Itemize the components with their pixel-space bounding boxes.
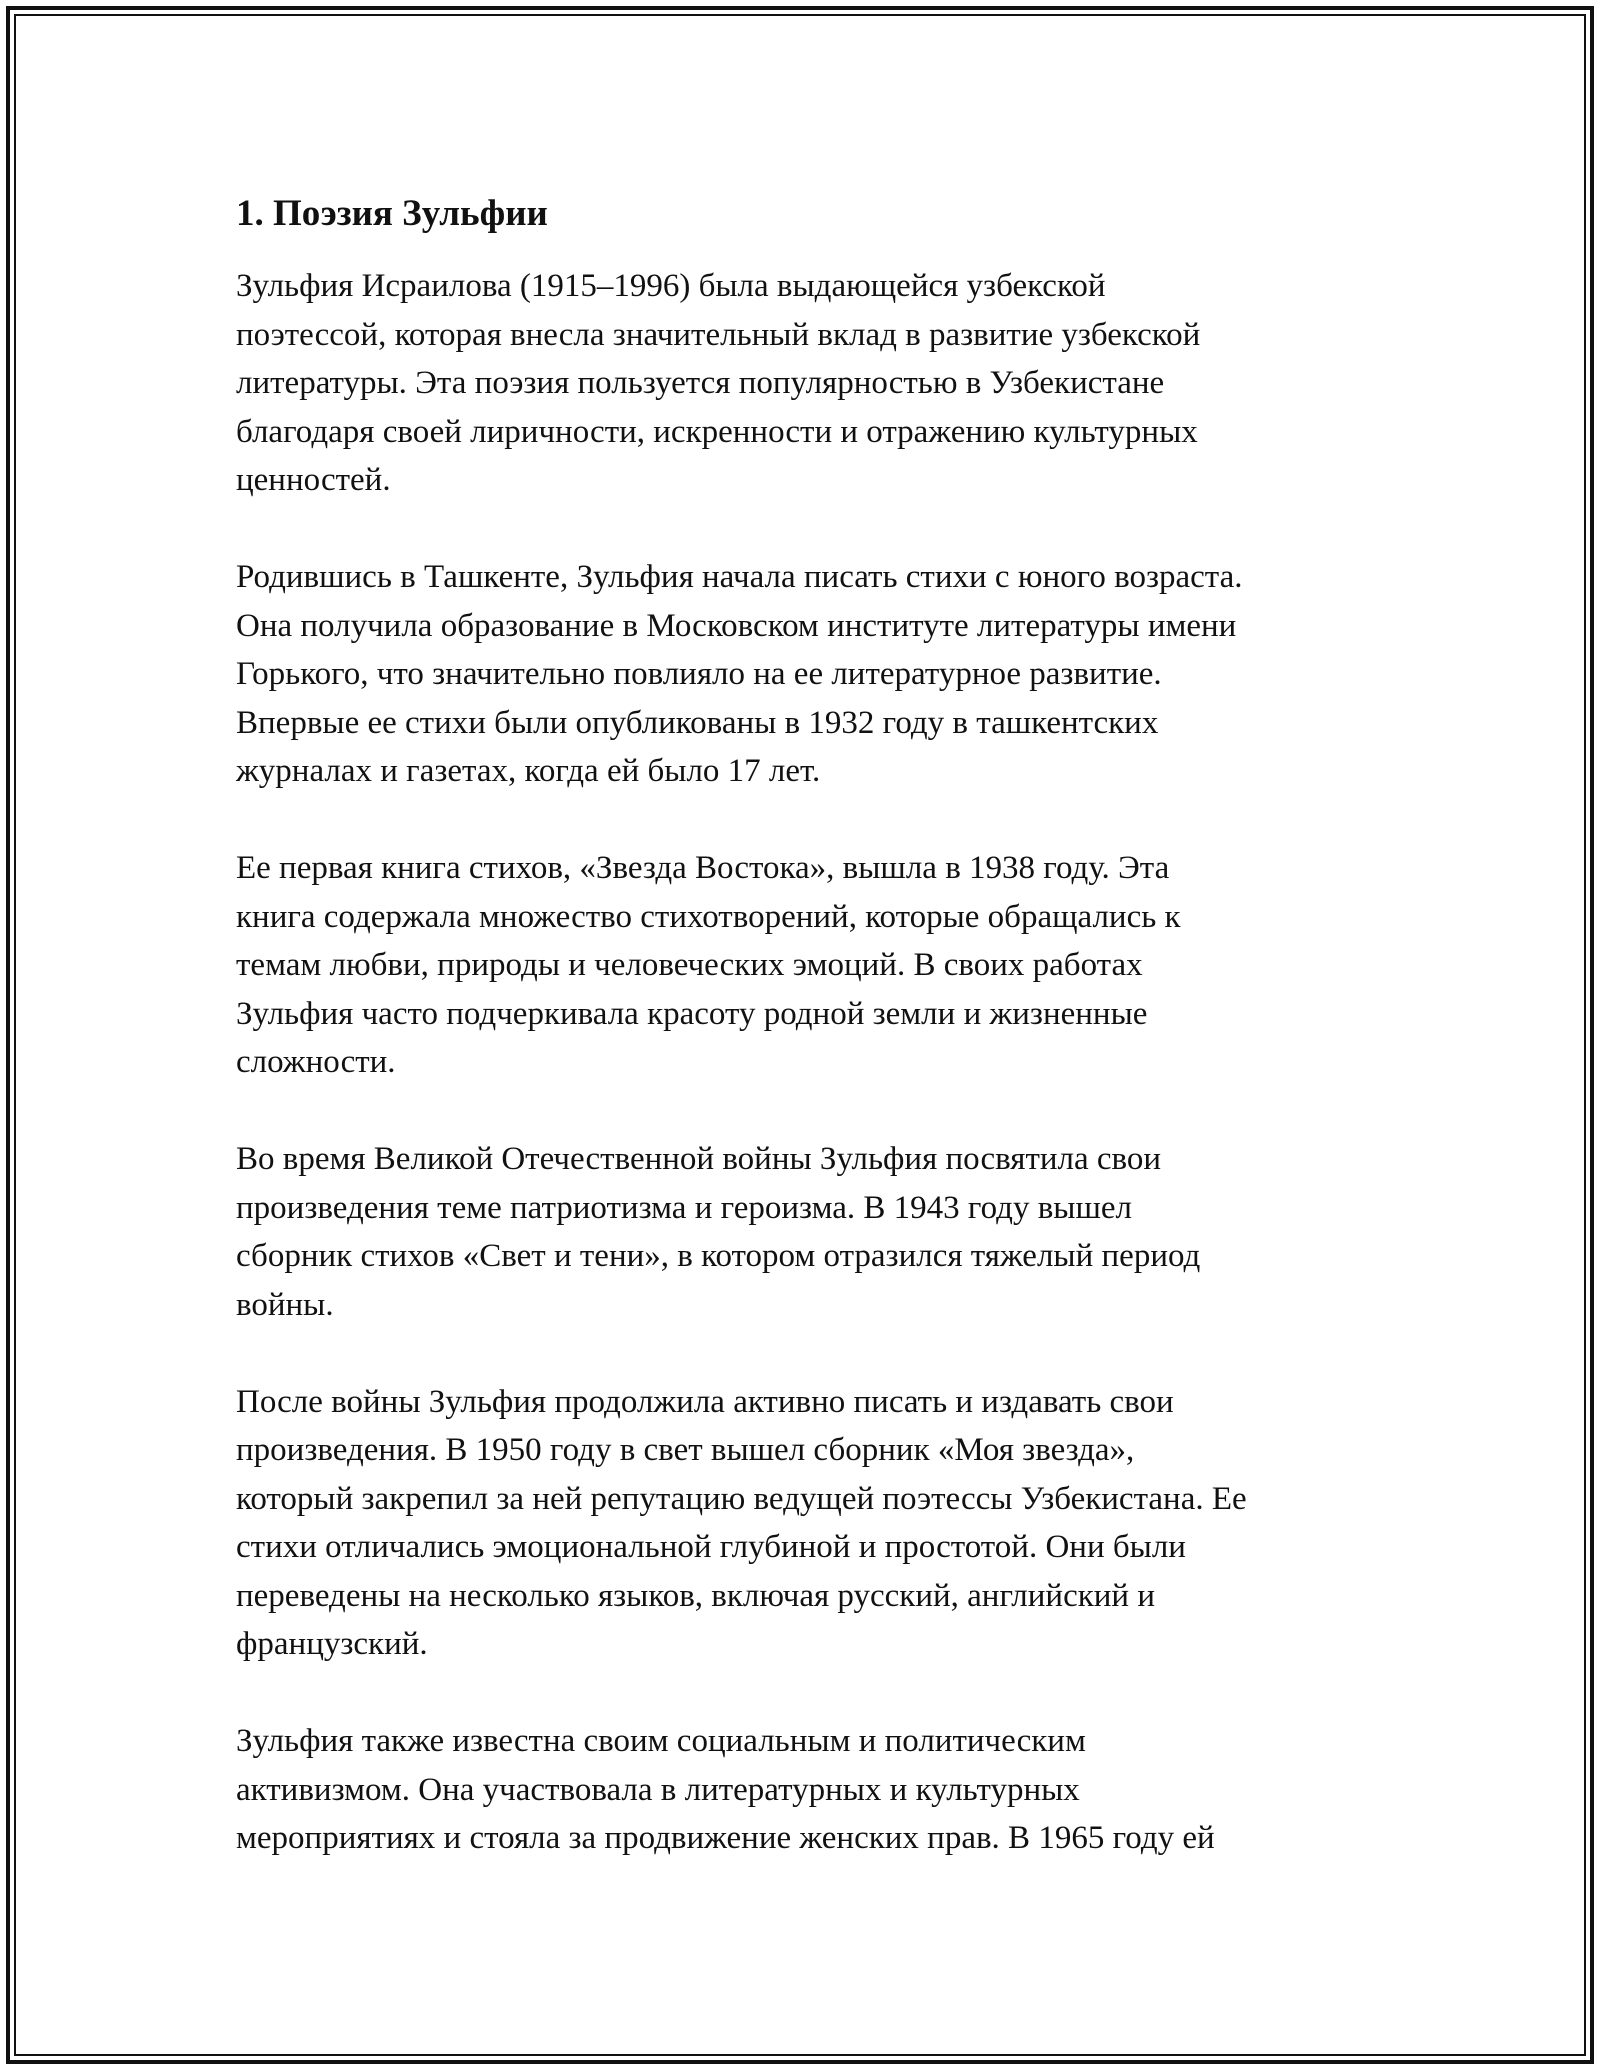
document-body bbox=[236, 186, 1386, 1911]
paragraph-intro: Зульфия Исраилова (1915–1996) была выдающейся узбекской поэтессой, которая внесла значительный вклад в развитие узбекской литературы. Эта поэзия пользуется популярностью в Узбекистане благодаря своей лиричности, искренности и отражению культурных ценностей. bbox=[236, 268, 1201, 498]
section-heading: 1. Поэзия Зульфии bbox=[236, 193, 548, 234]
paragraph-first-book: Ее первая книга стихов, «Звезда Востока», вышла в 1938 году. Эта книга содержала множество стихотворений, которые обращались к темам любви, природы и человеческих эмоций. В своих работах Зульфия часто подчеркивала красоту родной земли и жизненные сложности. bbox=[236, 850, 1181, 1080]
paragraph-activism: Зульфия также известна своим социальным и политическим активизмом. Она участвовала в литературных и культурных мероприятиях и стояла за продвижение женских прав. В 1965 году ей bbox=[236, 1723, 1215, 1856]
paragraph-early-life: Родившись в Ташкенте, Зульфия начала писать стихи с юного возраста. Она получила образование в Московском институте литературы имени Горького, что значительно повлияло на ее литературное развитие. Впервые ее стихи были опубликованы в 1932 году в ташкентских журналах и газетах, когда ей было 17 лет. bbox=[236, 559, 1243, 789]
paragraph-war-period: Во время Великой Отечественной войны Зульфия посвятила свои произведения теме патриотизма и героизма. В 1943 году вышел сборник стихов «Свет и тени», в котором отразился тяжелый период войны. bbox=[236, 1141, 1201, 1323]
paragraph-post-war: После войны Зульфия продолжила активно писать и издавать свои произведения. В 1950 году в свет вышел сборник «Моя звезда», который закрепил за ней репутацию ведущей поэтессы Узбекистана. Ее стихи отличались эмоциональной глубиной и простотой. Они были переведены на несколько языков, включая русский, английский и французский. bbox=[236, 1383, 1247, 1662]
